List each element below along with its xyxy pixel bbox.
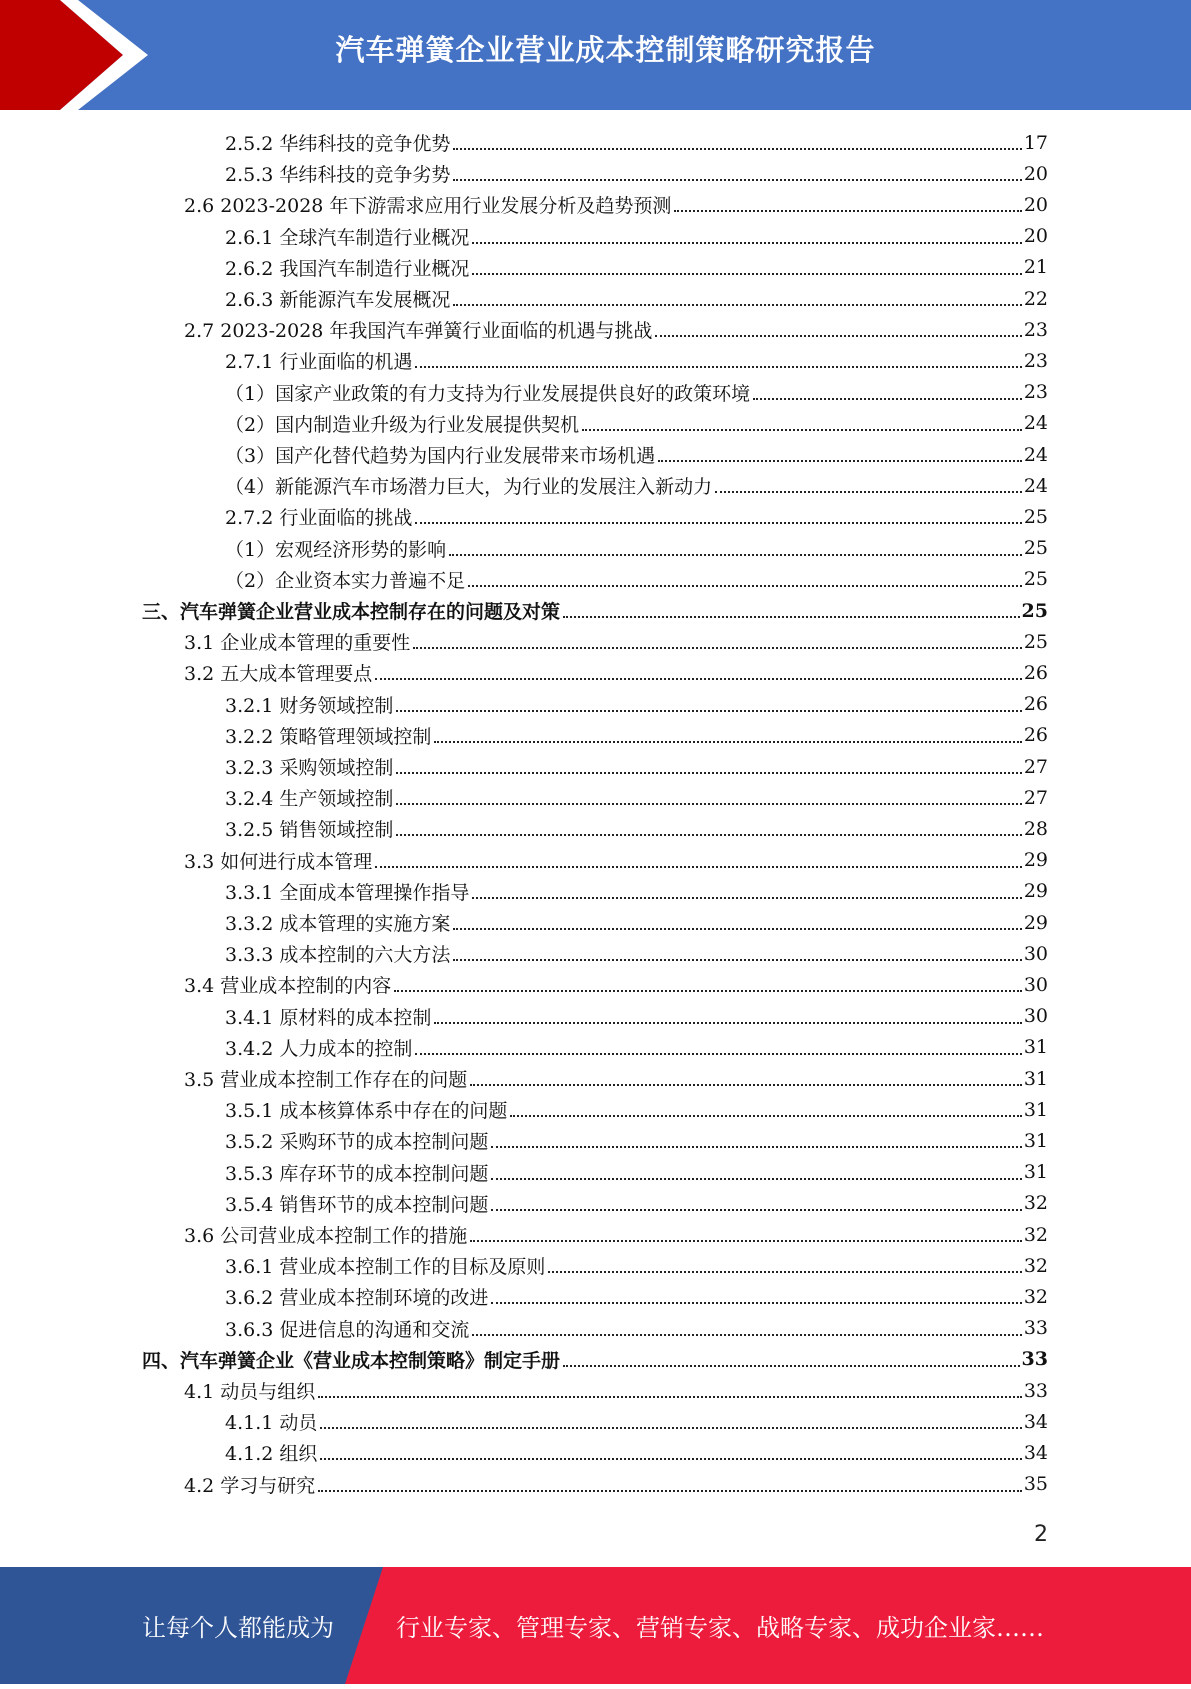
toc-entry[interactable] (225, 377, 1048, 408)
toc-entry-title: 3.3.1 全面成本管理操作指导 (225, 881, 470, 904)
toc-entry-page: 20 (1023, 162, 1048, 185)
toc-dot-leader (396, 834, 1021, 836)
toc-entry-title: 3.2.3 采购领域控制 (225, 757, 394, 779)
toc-entry-title: （1）宏观经济形势的影响 (225, 538, 447, 561)
toc-entry-page: 25 (1023, 568, 1048, 591)
toc-entry[interactable] (225, 782, 1048, 813)
toc-dot-leader (658, 460, 1022, 462)
toc-entry[interactable] (225, 439, 1048, 470)
toc-entry-page: 31 (1023, 1161, 1048, 1184)
toc-entry-title: 2.6 2023-2028 年下游需求应用行业发展分析及趋势预测 (184, 195, 672, 218)
toc-entry[interactable] (225, 252, 1048, 283)
toc-entry-page: 29 (1023, 849, 1048, 872)
toc-entry-title: 2.6.1 全球汽车制造行业概况 (225, 226, 470, 249)
toc-entry-page: 32 (1023, 1223, 1048, 1246)
toc-entry[interactable] (184, 969, 1048, 1000)
toc-dot-leader (318, 1490, 1022, 1492)
toc-dot-leader (318, 1396, 1022, 1398)
toc-entry-title: （2）国内制造业升级为行业发展提供契机 (225, 413, 580, 436)
toc-entry-page: 33 (1023, 1317, 1048, 1340)
toc-entry[interactable] (225, 127, 1048, 158)
toc-dot-leader (396, 772, 1021, 774)
toc-entry[interactable] (225, 1437, 1048, 1468)
toc-dot-leader (413, 647, 1022, 649)
toc-entry[interactable] (225, 751, 1048, 782)
toc-dot-leader (394, 990, 1022, 992)
toc-entry-page: 35 (1023, 1473, 1048, 1496)
toc-dot-leader (491, 1178, 1021, 1180)
toc-entry[interactable] (225, 533, 1048, 564)
toc-entry-title: 3.2.1 财务领域控制 (225, 694, 394, 717)
toc-entry-page: 25 (1023, 630, 1048, 653)
toc-entry-page: 31 (1023, 1067, 1048, 1090)
toc-dot-leader (453, 959, 1021, 961)
toc-entry-page: 31 (1023, 1098, 1048, 1121)
toc-entry[interactable] (225, 501, 1048, 532)
toc-dot-leader (415, 1053, 1021, 1055)
toc-entry-page: 20 (1023, 225, 1048, 248)
toc-dot-leader (491, 1146, 1021, 1148)
toc-entry-title: 3.6.2 营业成本控制环境的改进 (225, 1287, 489, 1310)
toc-entry-title: 2.7.1 行业面临的机遇 (225, 351, 413, 374)
toc-entry-title: 三、汽车弹簧企业营业成本控制存在的问题及对策 (142, 601, 561, 623)
footer-slogan-right: 行业专家、管理专家、营销专家、战略专家、成功企业家…… (396, 1614, 1044, 1642)
toc-entry-page: 32 (1023, 1192, 1048, 1215)
toc-dot-leader (510, 1115, 1021, 1117)
toc-entry-title: 3.6.1 营业成本控制工作的目标及原则 (225, 1256, 546, 1279)
toc-dot-leader (375, 678, 1022, 680)
toc-entry-page: 20 (1023, 193, 1048, 216)
toc-entry[interactable] (225, 1001, 1048, 1032)
toc-entry[interactable] (225, 907, 1048, 938)
toc-entry-title: 3.3.3 成本控制的六大方法 (225, 944, 451, 967)
toc-entry-title: 3.5 营业成本控制工作存在的问题 (184, 1069, 468, 1091)
toc-entry-title: 4.1.2 组织 (225, 1443, 318, 1466)
toc-entry-page: 32 (1023, 1285, 1048, 1308)
toc-dot-leader (453, 179, 1021, 181)
page-header (0, 0, 1191, 110)
toc-dot-leader (472, 897, 1021, 899)
toc-dot-leader (470, 1240, 1022, 1242)
toc-entry[interactable] (225, 158, 1048, 189)
toc-entry-page: 26 (1023, 693, 1048, 716)
toc-entry-page: 24 (1023, 474, 1048, 497)
toc-entry[interactable] (225, 1094, 1048, 1125)
toc-entry-page: 29 (1023, 880, 1048, 903)
toc-entry-title: 2.7.2 行业面临的挑战 (225, 507, 413, 530)
toc-entry-page: 26 (1023, 661, 1048, 684)
toc-entry-title: 3.2.5 销售领域控制 (225, 819, 394, 842)
toc-entry[interactable] (225, 1125, 1048, 1156)
toc-entry[interactable] (184, 657, 1048, 688)
toc-dot-leader (320, 1427, 1021, 1429)
toc-entry-title: （3）国产化替代趋势为国内行业发展带来市场机遇 (225, 445, 656, 467)
toc-entry-page: 30 (1023, 942, 1048, 965)
toc-entry[interactable] (225, 1281, 1048, 1312)
toc-entry-page: 27 (1023, 755, 1048, 778)
toc-dot-leader (472, 273, 1021, 275)
toc-entry[interactable] (225, 1406, 1048, 1437)
toc-entry-title: 2.5.2 华纬科技的竞争优势 (225, 133, 451, 155)
toc-dot-leader (548, 1271, 1021, 1273)
toc-entry[interactable] (225, 938, 1048, 969)
toc-entry-title: 3.4 营业成本控制的内容 (184, 975, 392, 998)
toc-entry-title: 3.5.3 库存环节的成本控制问题 (225, 1162, 489, 1185)
toc-entry[interactable] (225, 1313, 1048, 1344)
toc-entry[interactable] (184, 1063, 1048, 1094)
toc-entry[interactable] (225, 1188, 1048, 1219)
toc-dot-leader (453, 928, 1021, 930)
toc-entry-title: （4）新能源汽车市场潜力巨大，为行业的发展注入新动力 (225, 476, 713, 499)
toc-entry-title: 3.2 五大成本管理要点 (184, 663, 373, 686)
toc-entry-page: 31 (1023, 1036, 1048, 1059)
toc-entry-title: 3.5.1 成本核算体系中存在的问题 (225, 1100, 508, 1123)
toc-entry-page: 22 (1023, 287, 1048, 310)
toc-entry-page: 25 (1023, 505, 1048, 528)
toc-dot-leader (472, 242, 1021, 244)
toc-entry-page: 25 (1021, 599, 1048, 622)
toc-dot-leader (375, 866, 1022, 868)
toc-dot-leader (320, 1458, 1021, 1460)
toc-entry[interactable] (225, 283, 1048, 314)
toc-entry[interactable] (184, 1375, 1048, 1406)
toc-entry[interactable] (184, 1219, 1048, 1250)
toc-entry-page: 23 (1023, 381, 1048, 404)
toc-entry[interactable] (225, 876, 1048, 907)
toc-entry-title: 2.6.3 新能源汽车发展概况 (225, 289, 451, 311)
toc-dot-leader (449, 554, 1022, 556)
toc-entry-title: 3.5.2 采购环节的成本控制问题 (225, 1131, 489, 1154)
toc-entry-page: 17 (1023, 131, 1048, 154)
toc-dot-leader (563, 1365, 1020, 1367)
toc-entry-title: 3.5.4 销售环节的成本控制问题 (225, 1193, 489, 1216)
toc-entry-page: 28 (1023, 817, 1048, 840)
toc-entry-title: 2.7 2023-2028 年我国汽车弹簧行业面临的机遇与挑战 (184, 320, 653, 343)
toc-dot-leader (563, 616, 1020, 618)
toc-entry-title: 3.1 企业成本管理的重要性 (184, 632, 411, 655)
toc-dot-leader (655, 335, 1021, 337)
toc-dot-leader (415, 522, 1021, 524)
toc-entry[interactable] (184, 314, 1048, 345)
toc-dot-leader (453, 304, 1021, 306)
toc-dot-leader (582, 429, 1022, 431)
toc-entry-page: 30 (1023, 1005, 1048, 1028)
toc-dot-leader (674, 210, 1021, 212)
toc-entry-title: （1）国家产业政策的有力支持为行业发展提供良好的政策环境 (225, 382, 751, 405)
toc-entry-title: 3.2.2 策略管理领域控制 (225, 725, 432, 748)
toc-entry-page: 32 (1023, 1254, 1048, 1277)
toc-dot-leader (396, 803, 1021, 805)
toc-entry-page: 30 (1023, 973, 1048, 996)
toc-entry[interactable] (184, 626, 1048, 657)
toc-entry-title: （2）企业资本实力普遍不足 (225, 569, 466, 592)
toc-entry-title: 4.1.1 动员 (225, 1412, 318, 1435)
toc-entry-page: 33 (1021, 1348, 1048, 1371)
toc-entry-title: 3.4.2 人力成本的控制 (225, 1037, 413, 1060)
footer-slogan-left: 让每个人都能成为 (142, 1614, 334, 1642)
toc-entry-title: 四、汽车弹簧企业《营业成本控制策略》制定手册 (142, 1349, 561, 1372)
toc-entry-page: 31 (1023, 1129, 1048, 1152)
toc-dot-leader (396, 710, 1021, 712)
toc-entry[interactable] (225, 1032, 1048, 1063)
toc-dot-leader (468, 585, 1022, 587)
toc-entry-title: 3.6 公司营业成本控制工作的措施 (184, 1225, 468, 1247)
toc-entry[interactable] (225, 720, 1048, 751)
toc-entry[interactable] (225, 1250, 1048, 1281)
toc-dot-leader (453, 148, 1021, 150)
toc-entry-title: 3.2.4 生产领域控制 (225, 788, 394, 811)
toc-entry-page: 24 (1023, 443, 1048, 466)
toc-entry-title: 3.6.3 促进信息的沟通和交流 (225, 1318, 470, 1341)
toc-entry[interactable] (184, 1469, 1048, 1500)
toc-entry-page: 34 (1023, 1410, 1048, 1433)
toc-dot-leader (434, 1022, 1021, 1024)
page-number: 2 (1034, 1522, 1048, 1547)
toc-dot-leader (472, 1334, 1021, 1336)
toc-entry-title: 3.3.2 成本管理的实施方案 (225, 913, 451, 935)
toc-entry-title: 4.2 学习与研究 (184, 1474, 316, 1497)
toc-entry-page: 25 (1023, 537, 1048, 560)
toc-entry-title: 3.3 如何进行成本管理 (184, 850, 373, 873)
toc-entry[interactable] (225, 470, 1048, 501)
toc-entry[interactable] (225, 689, 1048, 720)
toc-entry[interactable] (225, 813, 1048, 844)
toc-entry-page: 34 (1023, 1441, 1048, 1464)
page-footer (0, 1567, 1191, 1684)
toc-entry[interactable] (225, 1157, 1048, 1188)
toc-dot-leader (470, 1084, 1022, 1086)
toc-dot-leader (715, 491, 1022, 493)
toc-entry-page: 23 (1023, 318, 1048, 341)
toc-entry[interactable] (184, 189, 1048, 220)
toc-entry-page: 21 (1023, 256, 1048, 279)
toc-entry-page: 29 (1023, 911, 1048, 934)
toc-dot-leader (491, 1302, 1021, 1304)
toc-entry[interactable] (225, 345, 1048, 376)
toc-entry-page: 33 (1023, 1379, 1048, 1402)
toc-dot-leader (491, 1209, 1021, 1211)
toc-entry-title: 2.5.3 华纬科技的竞争劣势 (225, 164, 451, 187)
toc-entry-page: 24 (1023, 412, 1048, 435)
toc-entry[interactable] (142, 1344, 1048, 1375)
toc-entry[interactable] (225, 564, 1048, 595)
toc-entry-page: 23 (1023, 349, 1048, 372)
toc-entry[interactable] (142, 595, 1048, 626)
toc-dot-leader (415, 366, 1021, 368)
toc-entry[interactable] (225, 221, 1048, 252)
header-title: 汽车弹簧企业营业成本控制策略研究报告 (335, 33, 876, 67)
toc-entry[interactable] (184, 845, 1048, 876)
toc-entry-title: 2.6.2 我国汽车制造行业概况 (225, 257, 470, 280)
toc-entry-title: 3.4.1 原材料的成本控制 (225, 1006, 432, 1029)
toc-entry[interactable] (225, 408, 1048, 439)
toc-dot-leader (434, 741, 1021, 743)
toc-entry-title: 4.1 动员与组织 (184, 1381, 316, 1403)
toc-entry-page: 27 (1023, 786, 1048, 809)
toc-entry-page: 26 (1023, 724, 1048, 747)
toc-dot-leader (753, 398, 1022, 400)
